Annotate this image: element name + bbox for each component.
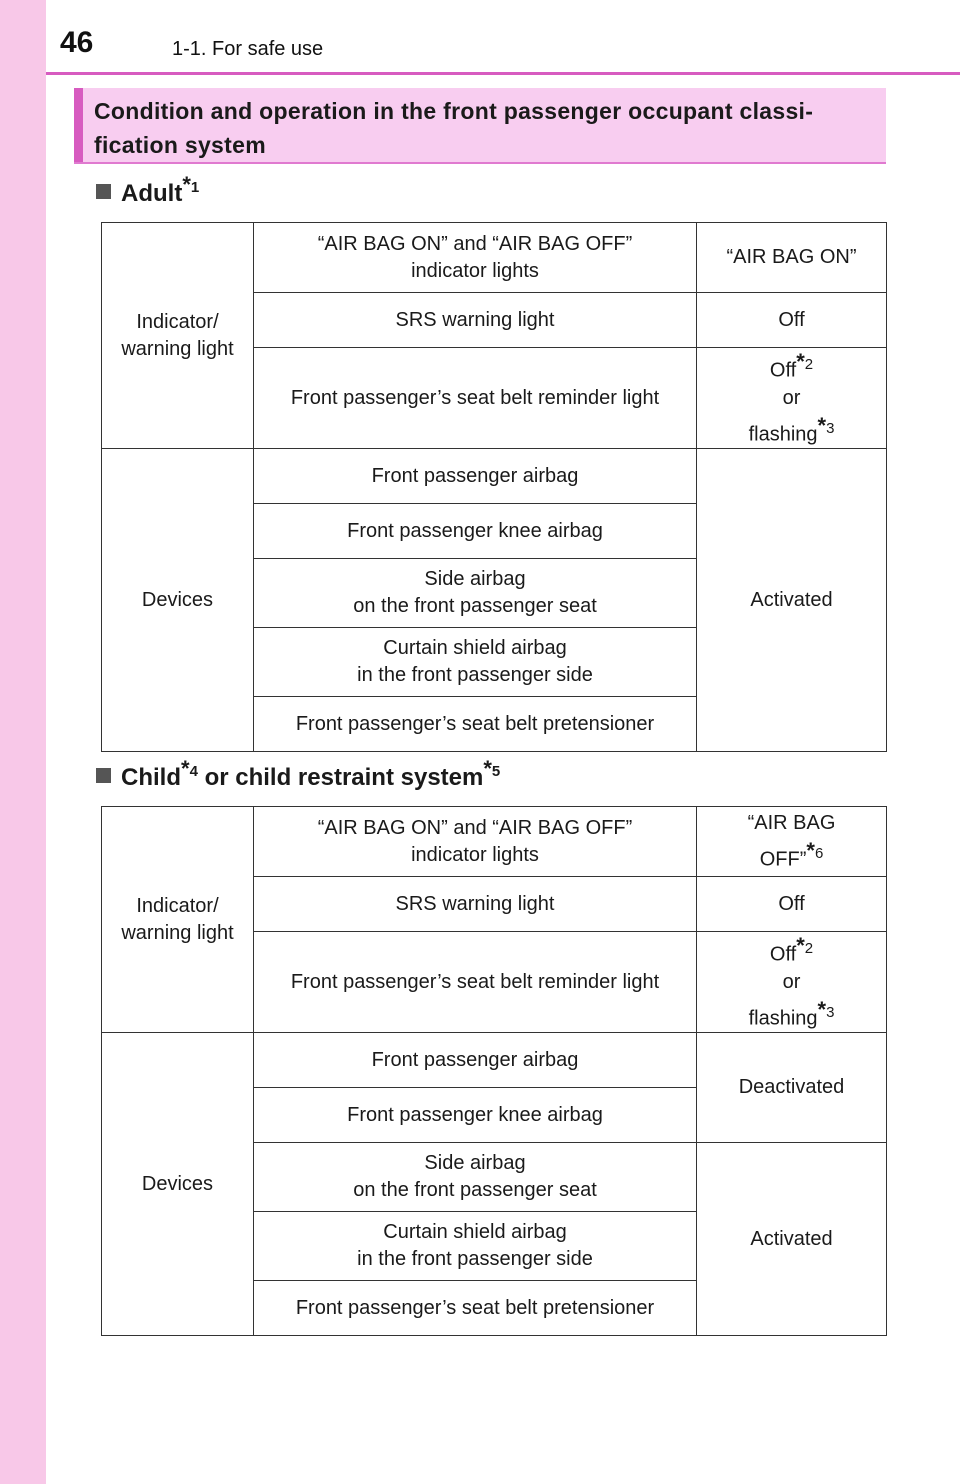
adult-heading-text: Adult: [121, 180, 183, 207]
table-row: [102, 807, 887, 877]
footnote-star: *: [817, 412, 827, 438]
airbag-lights-value: [697, 807, 887, 877]
adult-heading: [96, 172, 199, 208]
page-number: 46: [60, 26, 94, 59]
reminder-note-1: 2: [804, 940, 814, 957]
airbag-lights-label-2: indicator lights: [411, 259, 539, 282]
reminder-note-3: 3: [826, 419, 835, 437]
indicator-group-label: Indicator/ warning light: [121, 894, 234, 944]
device-side-airbag-2: on the front passenger seat: [353, 595, 597, 618]
devices-status-activated: Activated: [697, 1143, 887, 1336]
title-accent-bar: [74, 88, 83, 162]
adult-table: [101, 222, 887, 752]
reminder-label: Front passenger’s seat belt reminder light: [254, 932, 697, 1033]
footnote-star: *: [182, 172, 191, 197]
airbag-lights-label-1: “AIR BAG ON” and “AIR BAG OFF”: [317, 816, 633, 839]
section-title-box: [74, 88, 886, 164]
device-pretensioner: Front passenger’s seat belt pretensioner: [254, 1281, 697, 1336]
device-side-airbag-1: Side airbag: [424, 568, 526, 591]
device-side-airbag: [254, 559, 697, 628]
device-curtain-airbag: [254, 628, 697, 697]
footnote-star: *: [796, 933, 805, 958]
reminder-value-off: Off: [769, 359, 797, 382]
devices-group-cell: Devices: [102, 1033, 254, 1336]
reminder-value-flashing: flashing: [748, 1007, 818, 1030]
device-side-airbag: [254, 1143, 697, 1212]
footnote-star: *: [483, 756, 492, 781]
airbag-lights-value-2: OFF”: [759, 848, 807, 871]
table-row: [102, 449, 887, 504]
adult-heading-note: 1: [190, 179, 200, 196]
device-curtain-2: in the front passenger side: [357, 1248, 593, 1271]
side-color-strip: [0, 0, 46, 1484]
device-side-airbag-1: Side airbag: [424, 1152, 526, 1175]
airbag-lights-label: [254, 223, 697, 293]
reminder-label: Front passenger’s seat belt reminder light: [254, 348, 697, 449]
airbag-lights-value-1: “AIR BAG: [747, 811, 836, 834]
device-knee-airbag: Front passenger knee airbag: [254, 1088, 697, 1143]
airbag-lights-label: [254, 807, 697, 877]
airbag-lights-note: 6: [814, 844, 824, 862]
section-breadcrumb: 1-1. For safe use: [172, 38, 324, 60]
devices-group-cell: Devices: [102, 449, 254, 752]
title-line-1: Condition and operation in the front passenger occupant classi-: [94, 98, 814, 124]
child-heading-text-1: Child: [121, 764, 181, 791]
child-table: [101, 806, 887, 1336]
srs-value: Off: [697, 293, 887, 348]
devices-status-activated: Activated: [697, 449, 887, 752]
reminder-value-flashing: flashing: [748, 423, 818, 446]
device-knee-airbag: Front passenger knee airbag: [254, 504, 697, 559]
device-side-airbag-2: on the front passenger seat: [353, 1179, 597, 1202]
footnote-star: *: [181, 756, 190, 781]
srs-value: Off: [697, 877, 887, 932]
device-pretensioner: Front passenger’s seat belt pretensioner: [254, 697, 697, 752]
footnote-star: *: [796, 349, 805, 374]
reminder-value: [697, 348, 887, 449]
airbag-lights-label-2: indicator lights: [411, 843, 539, 866]
child-heading-note-1: 4: [189, 763, 198, 780]
device-curtain-airbag: [254, 1212, 697, 1281]
srs-label: SRS warning light: [254, 293, 697, 348]
bullet-square-icon: [96, 768, 111, 783]
srs-label: SRS warning light: [254, 877, 697, 932]
reminder-note-1: 2: [804, 356, 814, 373]
device-front-airbag: Front passenger airbag: [254, 449, 697, 504]
device-front-airbag: Front passenger airbag: [254, 1033, 697, 1088]
reminder-value-off: Off: [769, 943, 797, 966]
device-curtain-2: in the front passenger side: [357, 664, 593, 687]
airbag-lights-label-1: “AIR BAG ON” and “AIR BAG OFF”: [317, 232, 633, 255]
bullet-square-icon: [96, 184, 111, 199]
devices-status-deactivated: Deactivated: [697, 1033, 887, 1143]
device-curtain-1: Curtain shield airbag: [383, 1221, 567, 1244]
device-curtain-1: Curtain shield airbag: [383, 637, 567, 660]
indicator-group-cell: [102, 223, 254, 449]
section-title: [94, 94, 876, 162]
reminder-note-3: 3: [826, 1003, 835, 1021]
title-line-2: fication system: [94, 132, 266, 158]
indicator-group-cell: [102, 807, 254, 1033]
reminder-value-or: or: [782, 386, 801, 409]
airbag-lights-value: “AIR BAG ON”: [697, 223, 887, 293]
footnote-star: *: [817, 996, 827, 1022]
footnote-star: *: [806, 837, 815, 863]
indicator-group-label: Indicator/ warning light: [121, 310, 234, 360]
child-heading: [96, 756, 500, 792]
reminder-value: [697, 932, 887, 1033]
reminder-value-or: or: [782, 970, 801, 993]
table-row: [102, 1033, 887, 1088]
table-row: [102, 223, 887, 293]
child-heading-text-2: or child restraint system: [197, 764, 484, 791]
child-heading-note-2: 5: [491, 763, 501, 780]
